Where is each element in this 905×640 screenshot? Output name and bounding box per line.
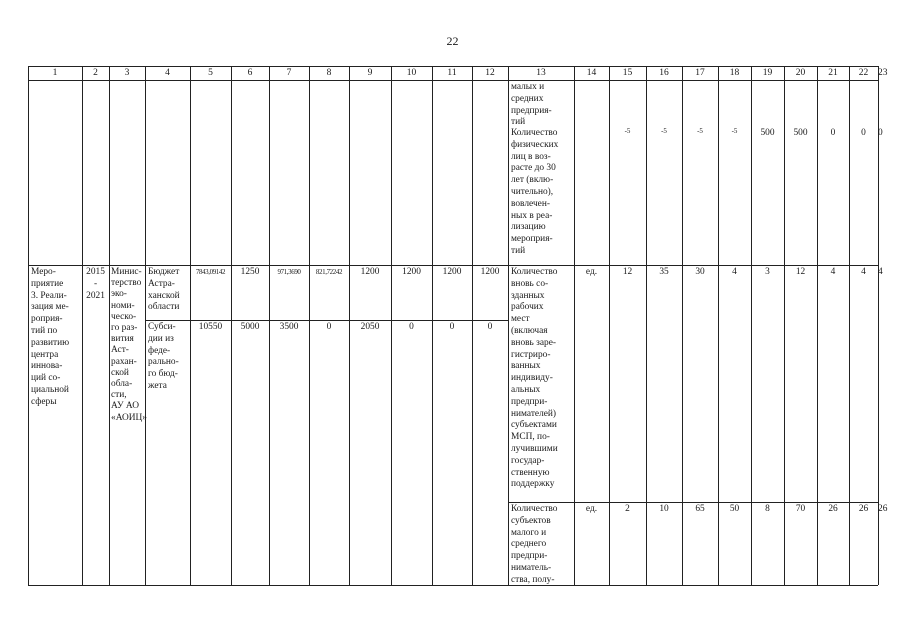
- indicator-name-line: субъектов: [511, 515, 551, 526]
- indicator-name-line: государ-: [511, 455, 545, 466]
- funding-amount: 3500: [279, 322, 299, 332]
- indicator-value: 500: [793, 128, 808, 138]
- funding-source-line: Бюджет: [148, 267, 180, 277]
- funding-amount: 1250: [240, 267, 260, 277]
- column-header-number: 3: [124, 68, 130, 78]
- funding-amount: 2050: [360, 322, 380, 332]
- measure-name-line: иннова-: [31, 361, 63, 372]
- indicator-name-line: Количество: [511, 504, 558, 514]
- funding-source-line: дии из: [148, 333, 174, 344]
- indicator-name-line: (включая: [511, 326, 548, 336]
- executor-name-line: Аст-: [111, 345, 129, 356]
- indicator-name-line: зданных: [511, 290, 545, 301]
- column-header-number: 12: [485, 68, 495, 78]
- column-header-number: 13: [536, 68, 546, 78]
- data-table: [28, 66, 888, 585]
- funding-source-line: Астра-: [148, 278, 175, 289]
- indicator-name-line: нимателей): [511, 408, 557, 419]
- funding-amount: 0: [409, 322, 414, 332]
- table-border-left: [28, 66, 29, 585]
- indicator-value: 500: [760, 128, 775, 138]
- column-header-number: 18: [729, 68, 740, 78]
- indicator-name-line: ниматель-: [511, 563, 552, 573]
- measure-row-divider: [28, 265, 878, 266]
- indicator-name-line: лизацию: [511, 222, 546, 233]
- column-header-number: 5: [208, 68, 213, 78]
- funding-amount: 0: [487, 322, 493, 332]
- indicator-name-line: мест: [511, 314, 530, 325]
- funding-source-line: го бюд-: [148, 369, 178, 380]
- indicator-name-line: вновь со-: [511, 278, 549, 289]
- column-header-number: 21: [828, 68, 838, 78]
- column-header-number: 4: [165, 68, 170, 78]
- funding-amount: 821,72242: [315, 268, 343, 276]
- column-header-number: 15: [622, 68, 633, 78]
- measure-name-line: ций со-: [31, 373, 61, 384]
- indicator-unit: ед.: [585, 267, 598, 277]
- indicator-value: 70: [795, 504, 806, 514]
- column-header-number: 23: [878, 68, 888, 78]
- measure-name-line: приятие: [31, 278, 64, 289]
- indicator-name-line: физических: [511, 139, 559, 150]
- indicator-name-line: предприя-: [511, 105, 552, 116]
- funding-amount: 1200: [480, 267, 500, 277]
- indicator-name-line: вовлечен-: [511, 198, 550, 209]
- column-divider: [145, 66, 146, 585]
- indicator-value: 8: [765, 504, 770, 514]
- measure-name-line: тий по: [31, 326, 58, 336]
- indicator-value: 4: [878, 267, 883, 277]
- funding-source-divider: [145, 320, 508, 321]
- indicator-value: -5: [731, 127, 738, 135]
- indicator-unit: ед.: [585, 504, 598, 514]
- measure-period-line: 2021: [86, 290, 105, 301]
- column-header-number: 10: [406, 68, 417, 78]
- column-header-number: 17: [695, 68, 705, 78]
- indicator-name-line: тий: [511, 246, 526, 256]
- indicator-name-line: среднего: [511, 539, 547, 550]
- indicator-value: -5: [624, 127, 631, 135]
- indicator-value: 65: [695, 504, 705, 514]
- executor-name-line: «АОИЦ»: [111, 412, 147, 423]
- indicator-value: 26: [858, 504, 869, 514]
- measure-name-line: центра: [31, 349, 59, 360]
- indicator-name-line: лучившими: [511, 444, 558, 454]
- funding-source-line: ханской: [148, 290, 180, 301]
- indicator-name-line: альных: [511, 385, 541, 395]
- indicator-value: 35: [659, 267, 669, 277]
- measure-name-line: Меро-: [31, 267, 56, 277]
- measure-name-line: сферы: [31, 396, 57, 407]
- indicator-name-line: средних: [511, 93, 544, 104]
- indicator-value: 4: [861, 267, 866, 277]
- indicator-name-line: гистриро-: [511, 349, 551, 360]
- indicator-name-line: Количество: [511, 267, 558, 277]
- funding-amount: 0: [449, 322, 455, 332]
- indicator-name-line: субъектами: [511, 420, 557, 431]
- funding-amount: 971,3690: [277, 268, 301, 276]
- indicator-name-line: расте до 30: [511, 163, 556, 174]
- executor-name-line: Минис-: [111, 267, 142, 277]
- funding-source-line: жета: [148, 381, 167, 391]
- executor-name-line: терство: [111, 278, 142, 289]
- measure-name-line: роприя-: [31, 314, 63, 325]
- measure-name-line: зация ме-: [31, 302, 69, 313]
- indicator-value: 26: [828, 504, 838, 514]
- funding-amount: 1200: [442, 267, 462, 277]
- executor-name-line: вития: [111, 334, 134, 345]
- measure-name-line: циальной: [31, 385, 69, 395]
- indicator-value: 2: [625, 504, 630, 514]
- executor-name-line: ской: [111, 367, 129, 378]
- indicator-name-line: рабочих: [511, 302, 544, 313]
- executor-name-line: номи-: [111, 300, 135, 311]
- measure-period-line: 2015: [86, 267, 105, 277]
- indicator-name-line: лет (вклю-: [511, 175, 554, 186]
- column-header-number: 8: [326, 68, 332, 78]
- measure-period-line: -: [93, 278, 98, 289]
- executor-name-line: обла-: [111, 379, 133, 389]
- header-row-divider: [28, 80, 878, 81]
- indicator-value: 12: [795, 267, 806, 277]
- funding-amount: 10550: [198, 322, 223, 332]
- column-header-number: 6: [247, 68, 253, 78]
- indicator-value: 0: [878, 128, 883, 138]
- indicator-value: 0: [861, 128, 866, 138]
- funding-amount: 1200: [360, 267, 380, 277]
- column-divider: [82, 66, 83, 585]
- indicator-name-line: ных в реа-: [511, 210, 553, 221]
- column-header-number: 7: [286, 68, 292, 78]
- executor-name-line: АУ АО: [111, 401, 139, 412]
- column-divider: [508, 66, 509, 585]
- column-header-number: 22: [858, 68, 869, 78]
- executor-name-line: ческо-: [111, 311, 137, 322]
- column-header-number: 14: [586, 68, 597, 78]
- indicator-name-line: вновь заре-: [511, 337, 557, 348]
- indicator-value: 10: [659, 504, 669, 514]
- funding-amount: 7843,09142: [195, 268, 226, 276]
- indicator-value: 30: [695, 267, 705, 277]
- indicator-value: 3: [765, 267, 770, 277]
- indicator-name-line: ства, полу-: [511, 574, 555, 585]
- funding-source-line: Субси-: [148, 322, 176, 332]
- funding-source-line: рально-: [148, 357, 179, 368]
- measure-name-line: развитию: [31, 337, 70, 348]
- indicator-value: 4: [830, 267, 836, 277]
- indicator-value: -5: [697, 127, 703, 135]
- funding-source-line: феде-: [148, 345, 171, 356]
- indicator-name-line: предпри-: [511, 551, 548, 562]
- indicator-name-line: индивиду-: [511, 373, 553, 384]
- indicator-name-line: мероприя-: [511, 234, 553, 245]
- indicator-value: 0: [830, 128, 836, 138]
- indicator-name-line: поддержку: [511, 479, 555, 490]
- indicator-name-line: ванных: [511, 361, 541, 372]
- column-header-number: 11: [447, 68, 457, 78]
- funding-source-line: области: [148, 302, 180, 313]
- executor-name-line: эко-: [111, 289, 127, 300]
- indicator-value: 50: [729, 504, 740, 514]
- column-header-number: 16: [659, 68, 669, 78]
- funding-amount: 1200: [402, 267, 421, 277]
- page-number: 22: [446, 34, 459, 48]
- column-header-number: 9: [367, 68, 373, 78]
- indicator-value: 26: [878, 504, 888, 514]
- indicator-name-line: лиц в воз-: [511, 151, 551, 162]
- funding-amount: 0: [326, 322, 332, 332]
- column-header-number: 2: [93, 68, 98, 78]
- indicator-name-line: ственную: [511, 467, 550, 478]
- indicator-name-line: чительно),: [511, 187, 554, 197]
- indicator-value: 12: [622, 267, 633, 277]
- indicator-name-line: Количество: [511, 128, 558, 138]
- column-divider: [109, 66, 110, 585]
- indicator-name-line: МСП, по-: [511, 432, 550, 443]
- indicator-name-line: малого и: [511, 527, 547, 538]
- indicator-row-divider: [508, 502, 878, 503]
- executor-name-line: го раз-: [111, 323, 138, 333]
- column-header-number: 19: [762, 68, 773, 78]
- column-header-number: 20: [795, 68, 806, 78]
- indicator-name-line: малых и: [511, 82, 545, 92]
- indicator-name-line: предпри-: [511, 396, 548, 407]
- executor-name-line: рахан-: [111, 356, 137, 367]
- funding-amount: 5000: [240, 322, 260, 332]
- indicator-value: -5: [661, 127, 667, 135]
- measure-name-line: 3. Реали-: [31, 290, 67, 301]
- indicator-value: 4: [732, 267, 737, 277]
- executor-name-line: сти,: [111, 390, 127, 401]
- indicator-name-line: тий: [511, 117, 526, 128]
- column-header-number: 1: [52, 68, 58, 78]
- table-border-bottom: [28, 585, 878, 586]
